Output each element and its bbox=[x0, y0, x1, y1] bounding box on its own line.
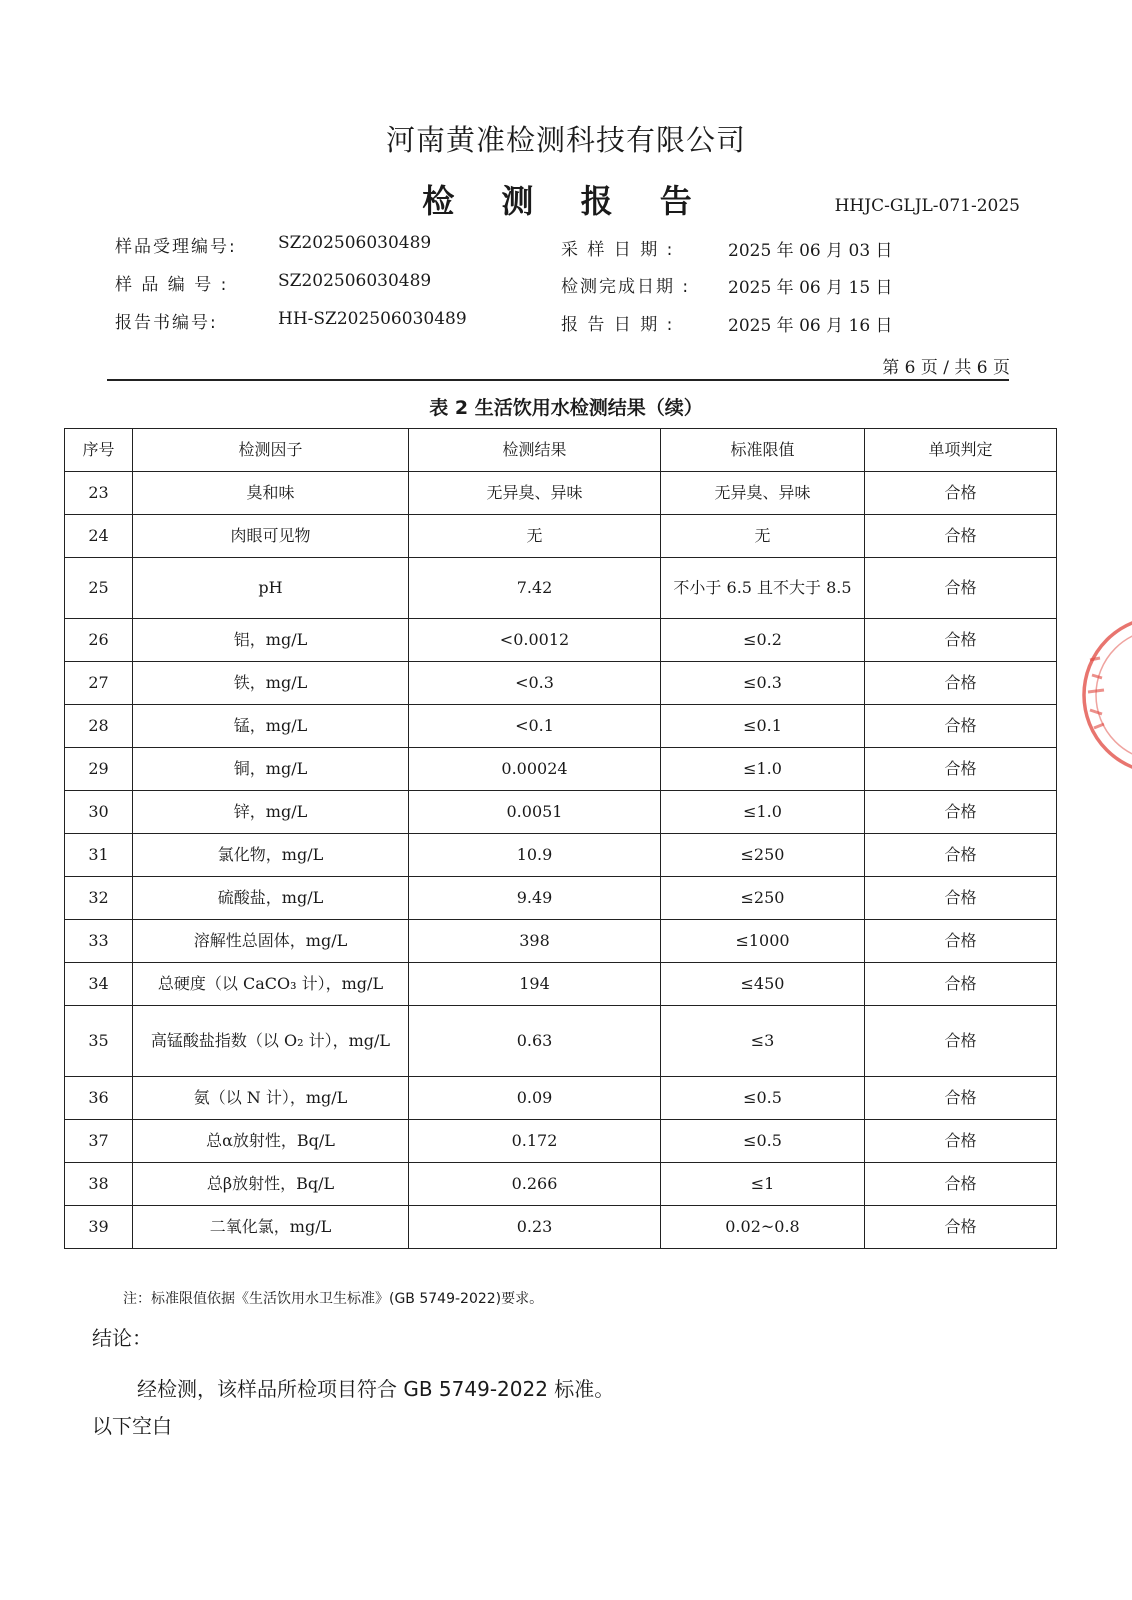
report-title: 检 测 报 告 bbox=[422, 182, 710, 220]
table-row bbox=[65, 834, 1057, 877]
row-result: 0.23 bbox=[409, 1206, 661, 1249]
row-limit: 无 bbox=[661, 515, 865, 558]
table-row bbox=[65, 662, 1057, 705]
meta-sampling-date: 2025 年 06 月 03 日 bbox=[728, 241, 893, 261]
document-code: HHJC-GLJL-071-2025 bbox=[834, 196, 1020, 216]
row-verdict: 合格 bbox=[865, 791, 1057, 834]
table-row bbox=[65, 1163, 1057, 1206]
table-row bbox=[65, 963, 1057, 1006]
row-limit: ≤0.5 bbox=[661, 1120, 865, 1163]
row-no: 38 bbox=[65, 1163, 133, 1206]
row-verdict: 合格 bbox=[865, 1120, 1057, 1163]
row-result: 0.63 bbox=[409, 1006, 661, 1077]
table-header-row bbox=[65, 429, 1057, 472]
row-result: 0.0051 bbox=[409, 791, 661, 834]
header-rule bbox=[107, 379, 1009, 381]
row-verdict: 合格 bbox=[865, 662, 1057, 705]
row-item: 铝，mg/L bbox=[133, 619, 409, 662]
table-row bbox=[65, 558, 1057, 619]
row-limit: ≤1.0 bbox=[661, 748, 865, 791]
row-no: 35 bbox=[65, 1006, 133, 1077]
row-result: 0.00024 bbox=[409, 748, 661, 791]
blank-below-note: 以下空白 bbox=[92, 1414, 172, 1438]
row-item: 溶解性总固体，mg/L bbox=[133, 920, 409, 963]
row-limit: ≤450 bbox=[661, 963, 865, 1006]
row-no: 25 bbox=[65, 558, 133, 619]
meta-report-no-label: 报告书编号: bbox=[115, 313, 218, 333]
row-item: 锰，mg/L bbox=[133, 705, 409, 748]
row-verdict: 合格 bbox=[865, 1206, 1057, 1249]
row-limit: ≤1 bbox=[661, 1163, 865, 1206]
meta-report-date: 2025 年 06 月 16 日 bbox=[728, 316, 893, 336]
row-item: 锌，mg/L bbox=[133, 791, 409, 834]
row-result: <0.1 bbox=[409, 705, 661, 748]
row-limit: 0.02~0.8 bbox=[661, 1206, 865, 1249]
row-no: 33 bbox=[65, 920, 133, 963]
row-item: 二氧化氯，mg/L bbox=[133, 1206, 409, 1249]
row-verdict: 合格 bbox=[865, 877, 1057, 920]
table-row bbox=[65, 877, 1057, 920]
row-item: pH bbox=[133, 558, 409, 619]
row-verdict: 合格 bbox=[865, 515, 1057, 558]
row-limit: ≤3 bbox=[661, 1006, 865, 1077]
row-item: 总α放射性，Bq/L bbox=[133, 1120, 409, 1163]
row-limit: ≤1000 bbox=[661, 920, 865, 963]
row-limit: ≤250 bbox=[661, 877, 865, 920]
column-header: 单项判定 bbox=[865, 429, 1057, 472]
standard-note: 注：标准限值依据《生活饮用水卫生标准》(GB 5749-2022)要求。 bbox=[123, 1291, 544, 1307]
row-no: 37 bbox=[65, 1120, 133, 1163]
meta-sample-no-label: 样 品 编 号 : bbox=[115, 275, 229, 295]
meta-sample-no: SZ202506030489 bbox=[278, 271, 432, 291]
table-row bbox=[65, 748, 1057, 791]
row-item: 硫酸盐，mg/L bbox=[133, 877, 409, 920]
table-row bbox=[65, 920, 1057, 963]
row-verdict: 合格 bbox=[865, 963, 1057, 1006]
row-result: 194 bbox=[409, 963, 661, 1006]
row-verdict: 合格 bbox=[865, 705, 1057, 748]
seal-stamp-icon bbox=[1078, 620, 1132, 770]
table-row bbox=[65, 1077, 1057, 1120]
row-no: 28 bbox=[65, 705, 133, 748]
column-header: 序号 bbox=[65, 429, 133, 472]
row-result: <0.3 bbox=[409, 662, 661, 705]
row-result: 无异臭、异味 bbox=[409, 472, 661, 515]
row-result: 10.9 bbox=[409, 834, 661, 877]
row-verdict: 合格 bbox=[865, 834, 1057, 877]
row-result: 7.42 bbox=[409, 558, 661, 619]
row-verdict: 合格 bbox=[865, 748, 1057, 791]
row-result: 无 bbox=[409, 515, 661, 558]
row-verdict: 合格 bbox=[865, 1163, 1057, 1206]
row-limit: 无异臭、异味 bbox=[661, 472, 865, 515]
row-no: 24 bbox=[65, 515, 133, 558]
row-result: 9.49 bbox=[409, 877, 661, 920]
row-limit: ≤0.5 bbox=[661, 1077, 865, 1120]
row-limit: ≤0.3 bbox=[661, 662, 865, 705]
meta-report-date-label: 报 告 日 期 : bbox=[561, 315, 675, 335]
row-result: 0.172 bbox=[409, 1120, 661, 1163]
meta-sampling-date-label: 采 样 日 期 : bbox=[561, 240, 675, 260]
company-name: 河南黄准检测科技有限公司 bbox=[385, 123, 746, 157]
row-item: 臭和味 bbox=[133, 472, 409, 515]
row-item: 总β放射性，Bq/L bbox=[133, 1163, 409, 1206]
row-item: 肉眼可见物 bbox=[133, 515, 409, 558]
row-limit: ≤250 bbox=[661, 834, 865, 877]
page-number: 第 6 页 / 共 6 页 bbox=[882, 358, 1010, 378]
table-row bbox=[65, 619, 1057, 662]
table-row bbox=[65, 472, 1057, 515]
row-verdict: 合格 bbox=[865, 558, 1057, 619]
row-no: 36 bbox=[65, 1077, 133, 1120]
conclusion-heading: 结论： bbox=[92, 1326, 152, 1350]
table-row bbox=[65, 1206, 1057, 1249]
row-no: 23 bbox=[65, 472, 133, 515]
row-limit: ≤0.2 bbox=[661, 619, 865, 662]
row-item: 铁，mg/L bbox=[133, 662, 409, 705]
row-verdict: 合格 bbox=[865, 1077, 1057, 1120]
row-no: 34 bbox=[65, 963, 133, 1006]
table-row bbox=[65, 515, 1057, 558]
results-table bbox=[64, 428, 1057, 1249]
row-item: 铜，mg/L bbox=[133, 748, 409, 791]
column-header: 检测因子 bbox=[133, 429, 409, 472]
row-no: 39 bbox=[65, 1206, 133, 1249]
meta-completion-date: 2025 年 06 月 15 日 bbox=[728, 278, 893, 298]
table-row bbox=[65, 791, 1057, 834]
row-no: 31 bbox=[65, 834, 133, 877]
row-no: 32 bbox=[65, 877, 133, 920]
row-no: 30 bbox=[65, 791, 133, 834]
row-limit: ≤1.0 bbox=[661, 791, 865, 834]
row-result: 0.09 bbox=[409, 1077, 661, 1120]
row-verdict: 合格 bbox=[865, 472, 1057, 515]
meta-completion-date-label: 检测完成日期 : bbox=[561, 277, 691, 297]
row-verdict: 合格 bbox=[865, 920, 1057, 963]
column-header: 检测结果 bbox=[409, 429, 661, 472]
row-item: 总硬度（以 CaCO₃ 计），mg/L bbox=[133, 963, 409, 1006]
row-limit: ≤0.1 bbox=[661, 705, 865, 748]
meta-report-no: HH-SZ202506030489 bbox=[278, 309, 467, 329]
table-row bbox=[65, 705, 1057, 748]
row-verdict: 合格 bbox=[865, 619, 1057, 662]
conclusion-text: 经检测，该样品所检项目符合 GB 5749-2022 标准。 bbox=[137, 1377, 615, 1401]
official-seal bbox=[1078, 620, 1132, 770]
row-item: 氨（以 N 计），mg/L bbox=[133, 1077, 409, 1120]
column-header: 标准限值 bbox=[661, 429, 865, 472]
row-result: 0.266 bbox=[409, 1163, 661, 1206]
table-row bbox=[65, 1006, 1057, 1077]
row-no: 29 bbox=[65, 748, 133, 791]
row-result: 398 bbox=[409, 920, 661, 963]
meta-receipt-no-label: 样品受理编号: bbox=[115, 237, 237, 257]
row-limit: 不小于 6.5 且不大于 8.5 bbox=[661, 558, 865, 619]
table-title: 表 2 生活饮用水检测结果（续） bbox=[429, 397, 703, 419]
row-verdict: 合格 bbox=[865, 1006, 1057, 1077]
row-item: 高锰酸盐指数（以 O₂ 计），mg/L bbox=[133, 1006, 409, 1077]
table-row bbox=[65, 1120, 1057, 1163]
row-no: 27 bbox=[65, 662, 133, 705]
row-item: 氯化物，mg/L bbox=[133, 834, 409, 877]
row-no: 26 bbox=[65, 619, 133, 662]
row-result: <0.0012 bbox=[409, 619, 661, 662]
meta-receipt-no: SZ202506030489 bbox=[278, 233, 432, 253]
